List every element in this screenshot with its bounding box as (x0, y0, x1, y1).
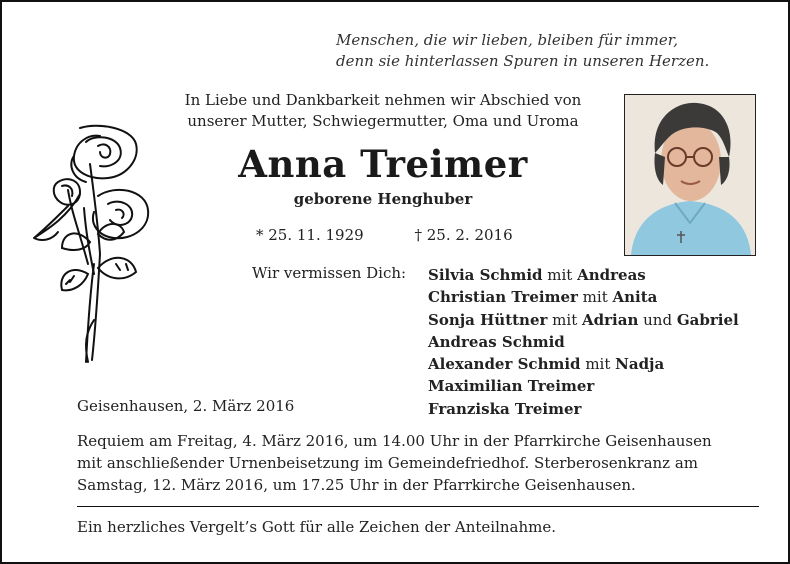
mourners-list (428, 264, 739, 420)
mourner-line (428, 353, 739, 375)
mourner-name: Andreas Schmid (428, 332, 565, 351)
requiem-info (77, 430, 767, 496)
life-dates (256, 226, 513, 244)
deceased-name: Anna Treimer (238, 142, 528, 186)
birth-name: geborene Henghuber (293, 190, 473, 208)
divider (77, 506, 759, 507)
mourner-connector: und (638, 310, 677, 329)
motto-line-1: Menschen, die wir lieben, bleiben für immer, (336, 31, 679, 49)
mourner-connector: mit (547, 310, 582, 329)
mourner-connector: mit (577, 288, 613, 307)
mourner-name: Andreas (577, 266, 646, 284)
requiem-line-3: Samstag, 12. März 2016, um 17.25 Uhr in der Pfarrkirche Geisenhausen. (77, 476, 636, 494)
place-date: Geisenhausen, 2. März 2016 (77, 397, 295, 415)
intro-line-2: unserer Mutter, Schwiegermutter, Oma und Uroma (187, 112, 579, 130)
mourner-name: Anita (612, 288, 658, 307)
motto-quote (336, 30, 746, 72)
mourner-name: Silvia Schmid (428, 266, 543, 284)
mourner-name: Adrian (582, 310, 639, 329)
mourner-line (428, 309, 739, 331)
mourner-connector: mit (580, 355, 616, 374)
motto-line-2: denn sie hinterlassen Spuren in unseren Herzen. (336, 52, 710, 70)
mourner-connector: mit (542, 266, 578, 284)
birth-date: * 25. 11. 1929 (256, 226, 364, 244)
mourner-name: Nadja (615, 355, 665, 374)
mourner-name: Maximilian Treimer (428, 377, 595, 396)
mourner-name: Sonja Hüttner (428, 310, 548, 329)
requiem-line-1: Requiem am Freitag, 4. März 2016, um 14.00 Uhr in der Pfarrkirche Geisenhausen (77, 432, 712, 450)
requiem-line-2: mit anschließender Urnenbeisetzung im Gemeindefriedhof. Sterberosenkranz am (77, 454, 699, 472)
death-date: † 25. 2. 2016 (414, 226, 513, 244)
rose-illustration (28, 124, 156, 370)
mourner-name: Gabriel (676, 310, 739, 329)
intro-text (150, 90, 616, 132)
mourner-name: Franziska Treimer (428, 399, 582, 418)
mourner-line (428, 286, 739, 308)
mourner-name: Christian Treimer (428, 288, 578, 307)
mourner-name: Alexander Schmid (428, 355, 581, 374)
mourner-line (428, 264, 739, 286)
intro-line-1: In Liebe und Dankbarkeit nehmen wir Abschied von (184, 91, 582, 109)
thanks-line: Ein herzliches Vergelt’s Gott für alle Zeichen der Anteilnahme. (77, 518, 557, 536)
mourner-line (428, 331, 739, 353)
portrait-photo (624, 94, 756, 256)
mourner-line (428, 398, 739, 420)
mourner-line (428, 375, 739, 397)
mourners-label: Wir vermissen Dich: (252, 264, 407, 282)
